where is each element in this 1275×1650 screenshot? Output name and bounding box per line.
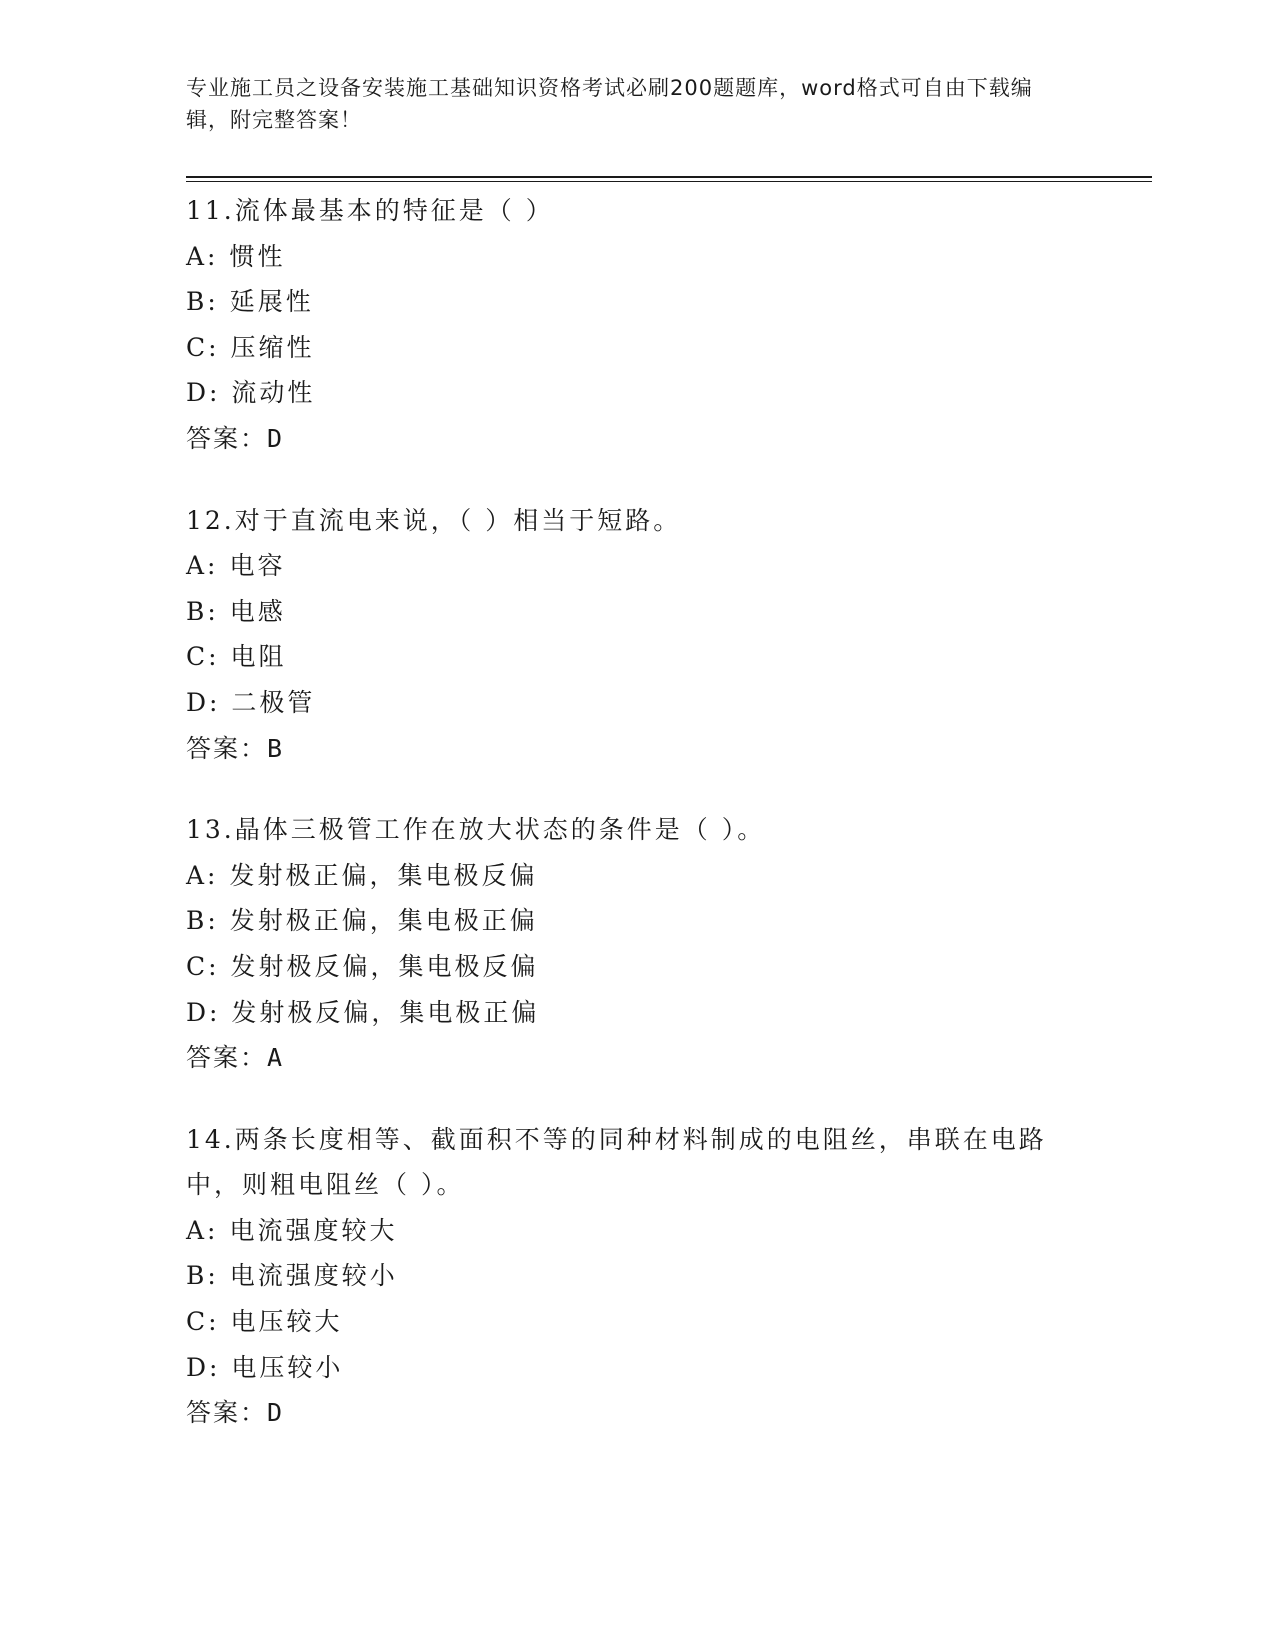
option-letter: B:	[186, 906, 219, 936]
option-text: 流动性	[231, 378, 316, 408]
option-text: 发射极正偏，集电极反偏	[229, 860, 538, 890]
question-stem: 13.晶体三极管工作在放大状态的条件是（ ）。	[186, 815, 766, 845]
option-c	[186, 944, 1086, 990]
answer-line	[186, 726, 1086, 772]
option-letter: D:	[186, 997, 221, 1027]
question-block	[186, 498, 1086, 772]
option-c	[186, 325, 1086, 371]
option-text: 发射极反偏，集电极反偏	[230, 951, 539, 981]
option-c	[186, 634, 1086, 680]
option-b	[186, 279, 1086, 325]
answer-line	[186, 1390, 1086, 1436]
option-text: 电压较大	[230, 1307, 343, 1337]
option-text: 二极管	[231, 687, 316, 717]
answer-value: D	[267, 423, 285, 453]
answer-value: D	[267, 1398, 285, 1428]
question-block	[186, 807, 1086, 1081]
question-stem: 12.对于直流电来说，（ ）相当于短路。	[186, 505, 682, 535]
option-b	[186, 1253, 1086, 1299]
option-text: 电压较小	[231, 1352, 344, 1382]
answer-label: 答案：	[186, 423, 268, 453]
option-b	[186, 589, 1086, 635]
answer-value: A	[267, 1043, 285, 1073]
option-letter: D:	[186, 687, 221, 717]
option-letter: D:	[186, 1352, 221, 1382]
option-d	[186, 1345, 1086, 1391]
question-block	[186, 1117, 1086, 1436]
option-a	[186, 543, 1086, 589]
answer-label: 答案：	[186, 1043, 268, 1073]
option-letter: C:	[186, 332, 220, 362]
option-text: 电容	[229, 551, 286, 581]
option-c	[186, 1299, 1086, 1345]
option-a	[186, 1208, 1086, 1254]
option-d	[186, 990, 1086, 1036]
answer-label: 答案：	[186, 733, 268, 763]
option-text: 电流强度较大	[229, 1215, 398, 1245]
option-a	[186, 853, 1086, 899]
document-header: 专业施工员之设备安装施工基础知识资格考试必刷200题题库，word格式可自由下载编辑，附完整答案！	[186, 76, 1033, 132]
option-letter: A:	[186, 1215, 219, 1245]
option-text: 电感	[229, 596, 286, 626]
option-text: 压缩性	[230, 332, 315, 362]
option-letter: C:	[186, 951, 220, 981]
option-letter: A:	[186, 860, 219, 890]
option-letter: A:	[186, 241, 219, 271]
question-stem: 11.流体最基本的特征是（ ）	[186, 196, 554, 225]
option-letter: B:	[186, 596, 219, 626]
answer-line	[186, 1035, 1086, 1081]
option-text: 发射极正偏，集电极正偏	[229, 906, 538, 936]
option-letter: B:	[186, 287, 219, 317]
question-block	[186, 188, 1086, 462]
option-text: 电流强度较小	[229, 1261, 398, 1291]
answer-label: 答案：	[186, 1398, 268, 1428]
option-text: 惯性	[229, 241, 286, 271]
option-text: 发射极反偏，集电极正偏	[231, 997, 540, 1027]
option-letter: C:	[186, 642, 220, 672]
question-stem: 14.两条长度相等、截面积不等的同种材料制成的电阻丝，串联在电路中，则粗电阻丝（ ）。	[186, 1124, 1047, 1200]
option-d	[186, 680, 1086, 726]
option-b	[186, 898, 1086, 944]
answer-value: B	[267, 733, 285, 763]
option-d	[186, 370, 1086, 416]
header-rule-thick	[186, 176, 1152, 178]
header-rule-thin	[186, 181, 1152, 182]
option-letter: D:	[186, 378, 221, 408]
option-text: 延展性	[229, 287, 314, 317]
answer-line	[186, 416, 1086, 462]
option-a	[186, 234, 1086, 280]
option-letter: B:	[186, 1261, 219, 1291]
option-letter: A:	[186, 551, 219, 581]
option-text: 电阻	[230, 642, 287, 672]
question-list	[186, 188, 1086, 1472]
option-letter: C:	[186, 1307, 220, 1337]
